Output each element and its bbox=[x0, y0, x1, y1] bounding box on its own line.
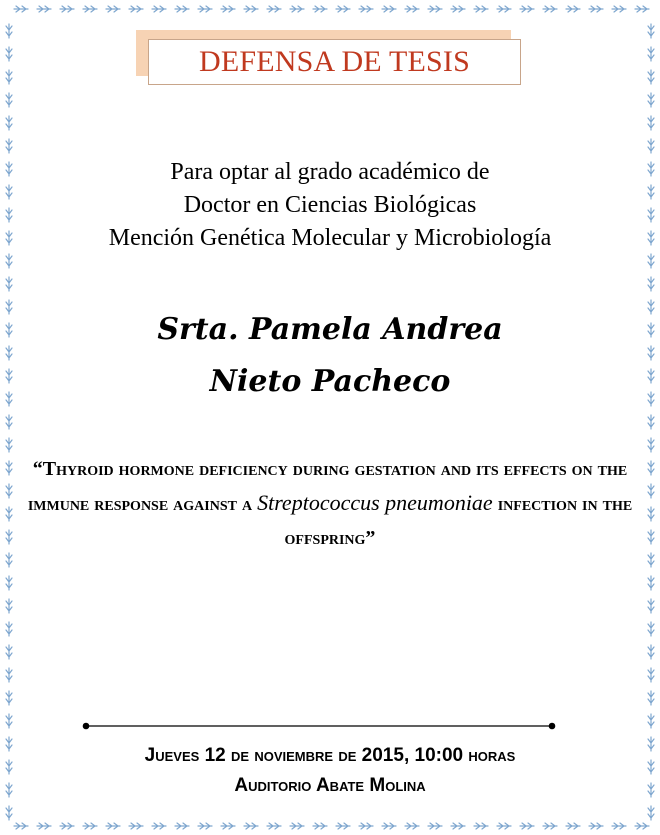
border-motif bbox=[648, 599, 654, 613]
border-motif bbox=[648, 70, 654, 84]
title-banner bbox=[136, 30, 526, 88]
divider-line bbox=[80, 718, 560, 734]
border-motif bbox=[14, 823, 28, 829]
border-motif bbox=[520, 6, 534, 12]
thesis-title-part-2: infection in the offspring” bbox=[284, 493, 633, 549]
border-motif bbox=[6, 622, 12, 636]
page-title: DEFENSA DE TESIS bbox=[148, 39, 521, 85]
border-motif bbox=[6, 47, 12, 61]
border-motif bbox=[6, 116, 12, 130]
border-motif bbox=[428, 823, 442, 829]
border-motif bbox=[290, 6, 304, 12]
border-motif bbox=[129, 823, 143, 829]
border-motif bbox=[6, 553, 12, 567]
border-motif bbox=[221, 823, 235, 829]
border-motif bbox=[129, 6, 143, 12]
degree-block bbox=[0, 156, 660, 255]
candidate-name-line-1: Srta. Pamela Andrea bbox=[157, 312, 503, 347]
event-info bbox=[0, 741, 660, 801]
border-motif bbox=[6, 806, 12, 820]
border-motif bbox=[566, 6, 580, 12]
border-motif bbox=[37, 823, 51, 829]
border-motif bbox=[543, 6, 557, 12]
degree-line-1: Para optar al grado académico de bbox=[170, 159, 490, 185]
border-motif bbox=[336, 6, 350, 12]
border-motif bbox=[648, 47, 654, 61]
border-motif bbox=[6, 24, 12, 38]
border-motif bbox=[14, 6, 28, 12]
border-motif bbox=[566, 823, 580, 829]
border-motif bbox=[648, 553, 654, 567]
border-motif bbox=[6, 277, 12, 291]
border-motif bbox=[474, 6, 488, 12]
border-motif bbox=[6, 691, 12, 705]
border-motif bbox=[37, 6, 51, 12]
border-motif bbox=[6, 93, 12, 107]
degree-line-2: Doctor en Ciencias Biológicas bbox=[183, 192, 477, 218]
event-venue: Auditorio Abate Molina bbox=[234, 775, 426, 796]
border-motif bbox=[6, 438, 12, 452]
border-motif bbox=[198, 823, 212, 829]
border-motif bbox=[83, 823, 97, 829]
border-motif bbox=[267, 6, 281, 12]
thesis-species-name: Streptococcus pneumoniae bbox=[257, 490, 493, 515]
border-motif bbox=[6, 461, 12, 475]
border-motif bbox=[635, 823, 649, 829]
border-motif bbox=[648, 668, 654, 682]
border-motif bbox=[451, 6, 465, 12]
candidate-name bbox=[0, 304, 660, 408]
degree-line-3: Mención Genética Molecular y Microbiología bbox=[108, 225, 552, 251]
border-motif bbox=[497, 823, 511, 829]
border-motif bbox=[405, 823, 419, 829]
border-motif bbox=[648, 438, 654, 452]
event-datetime: Jueves 12 de noviembre de 2015, 10:00 horas bbox=[144, 745, 516, 766]
border-motif bbox=[520, 823, 534, 829]
border-motif bbox=[6, 415, 12, 429]
border-motif bbox=[6, 484, 12, 498]
border-motif bbox=[175, 6, 189, 12]
thesis-title bbox=[20, 452, 640, 555]
border-motif bbox=[313, 6, 327, 12]
border-motif bbox=[359, 823, 373, 829]
border-motif bbox=[336, 823, 350, 829]
border-motif bbox=[648, 622, 654, 636]
border-motif bbox=[313, 823, 327, 829]
border-motif bbox=[244, 823, 258, 829]
border-motif bbox=[428, 6, 442, 12]
border-motif bbox=[267, 823, 281, 829]
border-motif bbox=[648, 461, 654, 475]
border-motif bbox=[83, 6, 97, 12]
border-motif bbox=[152, 823, 166, 829]
border-motif bbox=[648, 530, 654, 544]
border-motif bbox=[359, 6, 373, 12]
border-motif bbox=[244, 6, 258, 12]
border-motif bbox=[648, 484, 654, 498]
border-motif bbox=[648, 645, 654, 659]
border-motif bbox=[6, 668, 12, 682]
candidate-name-line-2: Nieto Pacheco bbox=[209, 364, 451, 399]
border-motif bbox=[648, 139, 654, 153]
border-motif bbox=[106, 6, 120, 12]
border-motif bbox=[648, 24, 654, 38]
border-motif bbox=[6, 645, 12, 659]
thesis-title-part-1: “Thyroid hormone deficiency during gestation and its effects on the immune response against a bbox=[27, 458, 628, 515]
border-motif bbox=[60, 823, 74, 829]
border-motif bbox=[290, 823, 304, 829]
border-motif bbox=[648, 576, 654, 590]
border-motif bbox=[382, 823, 396, 829]
border-motif bbox=[6, 714, 12, 728]
border-motif bbox=[382, 6, 396, 12]
border-motif bbox=[648, 507, 654, 521]
border-motif bbox=[405, 6, 419, 12]
border-motif bbox=[6, 70, 12, 84]
border-motif bbox=[451, 823, 465, 829]
border-motif bbox=[612, 823, 626, 829]
border-motif bbox=[589, 823, 603, 829]
border-motif bbox=[6, 254, 12, 268]
border-motif bbox=[221, 6, 235, 12]
border-motif bbox=[152, 6, 166, 12]
border-motif bbox=[648, 415, 654, 429]
border-motif bbox=[648, 277, 654, 291]
border-motif bbox=[6, 139, 12, 153]
border-motif bbox=[6, 576, 12, 590]
border-motif bbox=[6, 599, 12, 613]
border-motif bbox=[543, 823, 557, 829]
border-motif bbox=[648, 806, 654, 820]
border-motif bbox=[474, 823, 488, 829]
border-motif bbox=[589, 6, 603, 12]
border-motif bbox=[648, 691, 654, 705]
border-motif bbox=[497, 6, 511, 12]
border-motif bbox=[635, 6, 649, 12]
border-motif bbox=[648, 93, 654, 107]
border-motif bbox=[175, 823, 189, 829]
border-motif bbox=[106, 823, 120, 829]
border-motif bbox=[648, 116, 654, 130]
border-motif bbox=[648, 714, 654, 728]
border-motif bbox=[6, 507, 12, 521]
border-motif bbox=[198, 6, 212, 12]
border-motif bbox=[648, 254, 654, 268]
border-motif bbox=[6, 530, 12, 544]
border-motif bbox=[612, 6, 626, 12]
border-motif bbox=[60, 6, 74, 12]
